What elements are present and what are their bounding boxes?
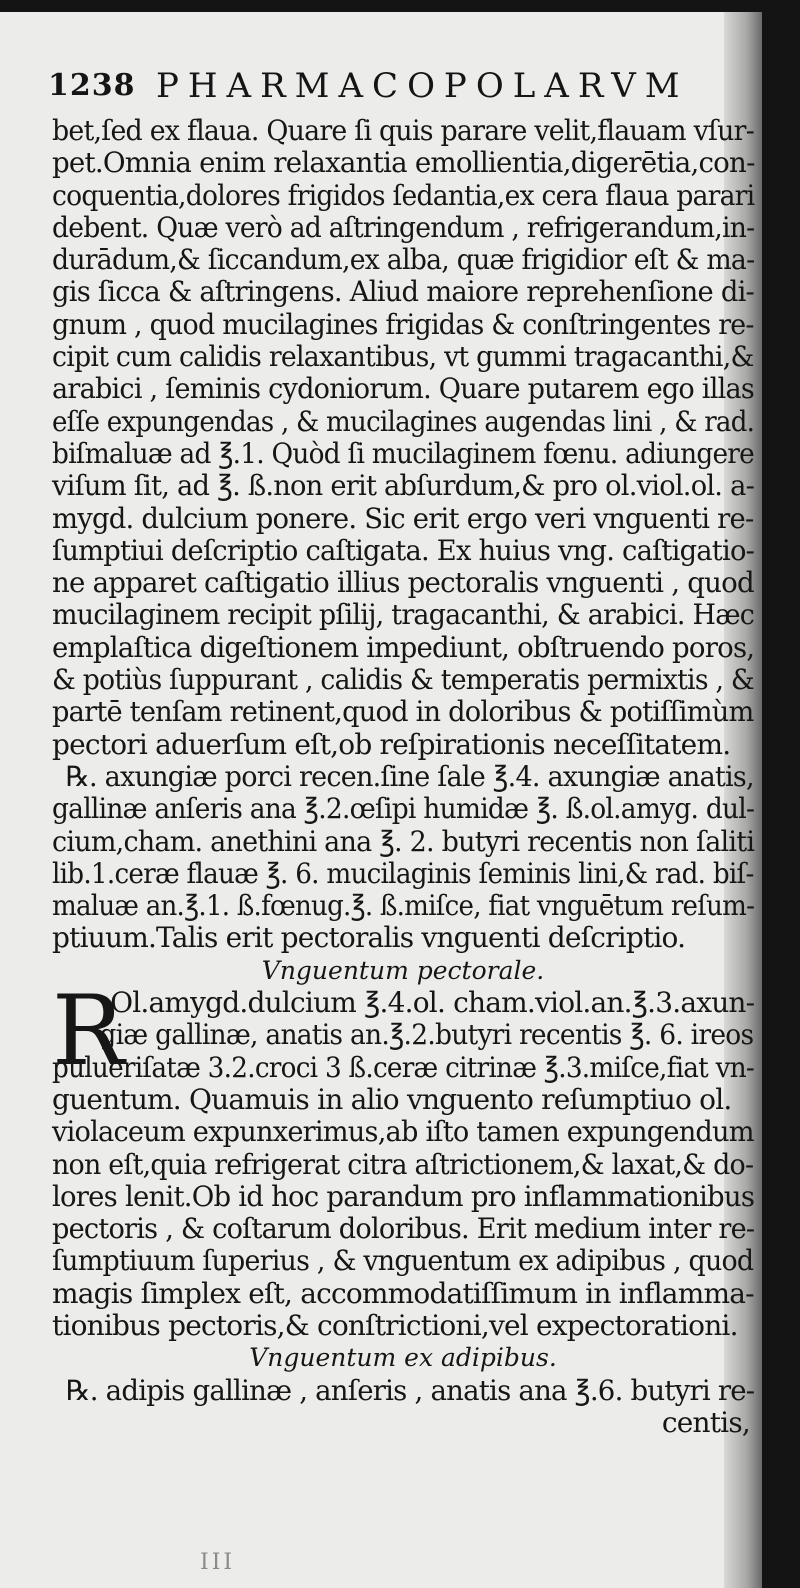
text-line: emplaſtica digeſtionem impediunt, obſtruendo poros, — [52, 630, 755, 664]
text-line: mucilaginem recipit pſilij, tragacanthi, & arabici. Hæc — [52, 598, 755, 632]
section-heading: Vnguentum ex adipibus. — [249, 1343, 557, 1373]
catchword: centis, — [661, 1405, 750, 1439]
text-line: magis ſimplex eſt, accommodatiſſimum in inflamma- — [52, 1276, 754, 1310]
text-line: biſmaluæ ad ℥.1. Quòd ſi mucilaginem fœnu. adiungere — [52, 436, 754, 470]
text-line: pet.Omnia enim relaxantia emollientia,digerētia,con- — [52, 146, 755, 180]
text-line: cipit cum calidis relaxantibus, vt gummi tragacanthi,& — [52, 340, 754, 374]
running-head: PHARMACOPOLARVM — [156, 66, 689, 106]
text-line: & potiùs ſuppurant , calidis & temperatis permixtis , & — [52, 663, 754, 697]
recipe-paragraph-1 — [52, 761, 754, 955]
text-line: ℞. axungiæ porci recen.ſine ſale ℥.4. axungiæ anatis, — [65, 759, 754, 793]
text-line: mygd. dulcium ponere. Sic erit ergo veri vnguenti re- — [52, 501, 754, 535]
text-line: bet,ſed ex flaua. Quare ſi quis parare velit,flauam vſur- — [52, 114, 755, 147]
page-number: 1238 — [48, 68, 136, 103]
text-line: ſumptiui deſcriptio caſtigata. Ex huius vng. caſtigatio- — [52, 533, 755, 567]
text-line: coquentia,dolores frigidos ſedantia,ex cera flaua parari — [52, 178, 755, 212]
text-line: .Ol.amygd.dulcium ℥.4.ol. cham.viol.an.℥.3.axun- — [102, 986, 755, 1020]
paragraph-1 — [52, 115, 754, 761]
text-line: violaceum expunxerimus,ab iſto tamen expungendum — [52, 1115, 754, 1149]
text-line: viſum ſit, ad ℥. ß.non erit abſurdum,& pro ol.viol.ol. a- — [52, 469, 755, 503]
text-line: tionibus pectoris,& conſtrictioni,vel expectorationi. — [52, 1308, 738, 1342]
page-header — [48, 62, 688, 112]
text-line: lores lenit.Ob id hoc parandum pro inflammationibus — [52, 1179, 755, 1213]
drop-cap: R — [52, 975, 125, 1088]
text-line: ptiuum.Talis erit pectoralis vnguenti deſcriptio. — [52, 921, 686, 955]
text-line: arabici , ſeminis cydoniorum. Quare putarem ego illas — [52, 372, 755, 406]
recipe-paragraph-2 — [52, 975, 755, 1342]
text-line: non eſt,quia refrigerat citra aſtrictionem,& laxat,& do- — [52, 1147, 754, 1181]
bleed-through-mark: III — [200, 1550, 236, 1575]
text-line: gnum , quod mucilagines frigidas & conſtringentes re- — [52, 307, 754, 341]
text-line: giæ gallinæ, anatis an.℥.2.butyri recentis ℥. 6. ireos — [99, 1018, 754, 1052]
text-line: maluæ an.℥.1. ß.fœnug.℥. ß.miſce, fiat vnguētum reſum- — [52, 889, 755, 923]
text-line: cium,cham. anethini ana ℥. 2. butyri recentis non ſaliti — [52, 824, 755, 858]
text-line: ſumptiuum ſuperius , & vnguentum ex adipibus , quod — [52, 1244, 754, 1278]
text-line: gis ſicca & aſtringens. Aliud maiore reprehenſione di- — [52, 275, 755, 309]
text-line: debent. Quæ verò ad aſtringendum , refrigerandum,in- — [52, 210, 755, 244]
text-line: pectori aduerſum eſt,ob reſpirationis neceſſitatem. — [52, 727, 731, 761]
page-body — [52, 115, 754, 1439]
book-page — [0, 12, 762, 1588]
text-line: pectoris , & coſtarum doloribus. Erit medium inter re- — [52, 1212, 755, 1246]
text-line: pulueriſatæ 3.2.croci 3 ß.ceræ citrinæ ℥.3.miſce,fiat vn- — [52, 1050, 755, 1084]
text-line: durādum,& ſiccandum,ex alba, quæ frigidior eſt & ma- — [52, 243, 755, 277]
text-line: guentum. Quamuis in alio vnguento reſumptiuo ol. — [52, 1082, 732, 1116]
text-line: ℞. adipis gallinæ , anſeris , anatis ana ℥.6. butyri re- — [65, 1373, 755, 1407]
recipe-paragraph-3 — [52, 1375, 754, 1440]
section-heading: Vnguentum pectorale. — [261, 955, 545, 985]
text-line: gallinæ anſeris ana ℥.2.œſipi humidæ ℥. ß.ol.amyg. dul- — [52, 792, 755, 826]
text-line: lib.1.ceræ flauæ ℥. 6. mucilaginis ſeminis lini,& rad. biſ- — [52, 856, 754, 890]
text-line: eſſe expungendas , & mucilagines augendas lini , & rad. — [52, 404, 755, 438]
text-line: partē tenſam retinent,quod in doloribus & potiſſimùm — [52, 695, 754, 729]
text-line: ne apparet caſtigatio illius pectoralis vnguenti , quod — [52, 566, 754, 600]
